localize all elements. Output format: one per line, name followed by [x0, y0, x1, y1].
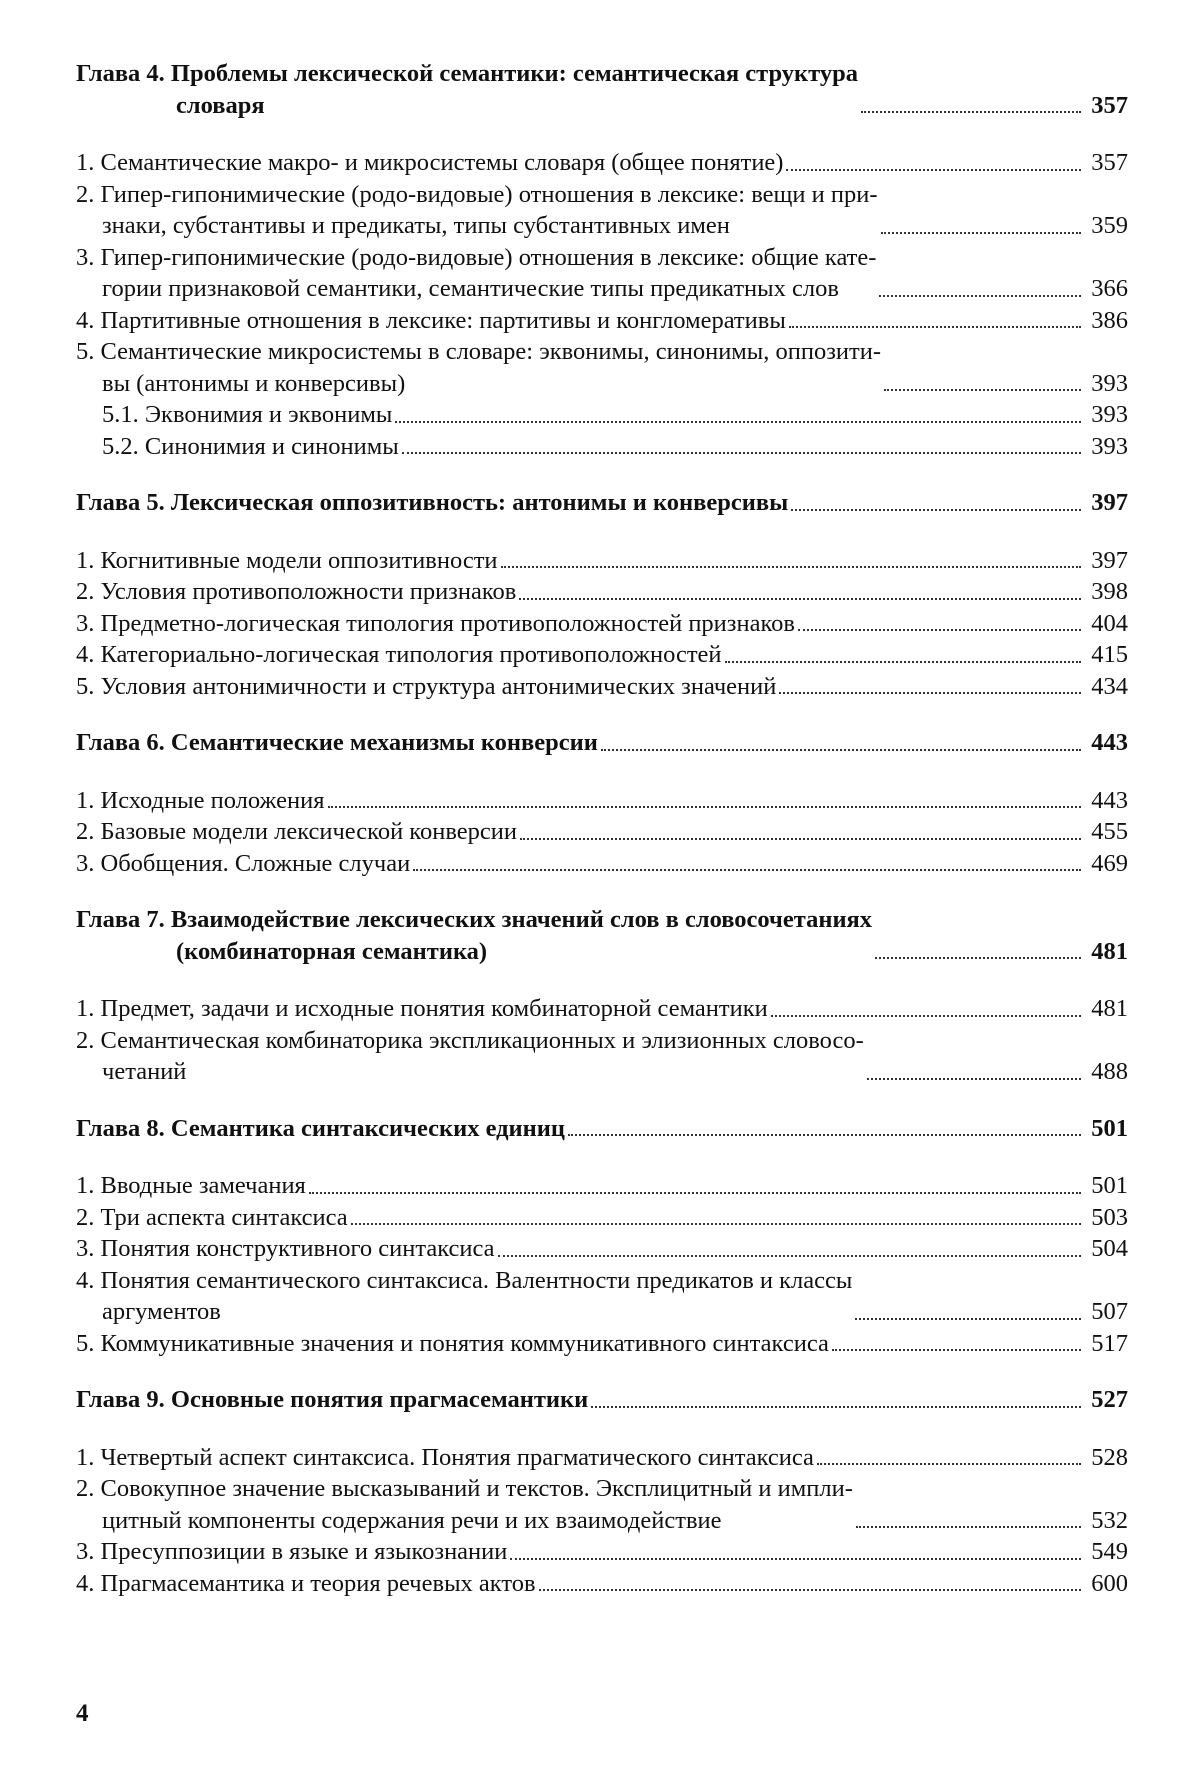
- dot-leader: [402, 452, 1081, 454]
- entry-title: [76, 305, 786, 337]
- entry-page-number: 469: [1091, 849, 1128, 877]
- entry-title-line: 4. Категориально-логическая типология противоположностей: [76, 641, 722, 668]
- dot-leader: [413, 869, 1081, 871]
- chapter-title-line: Глава 5. Лексическая оппозитивность: антонимы и конверсивы: [76, 489, 789, 516]
- entry-title-line: 3. Обобщения. Сложные случаи: [76, 849, 411, 877]
- toc-entry: [76, 1233, 1128, 1265]
- dot-leader: [351, 1223, 1081, 1225]
- entry-title: [76, 1170, 306, 1202]
- entry-title: [76, 242, 876, 305]
- chapter-section: [76, 58, 1128, 462]
- entry-title-continuation: вы (антонимы и конверсивы): [102, 369, 406, 397]
- toc-entry: [76, 576, 1128, 608]
- entry-title-line: 2. Базовые модели лексической конверсии: [76, 818, 517, 845]
- entry-title-line: 5. Семантические микросистемы в словаре: эквонимы, синонимы, оппозити-: [76, 338, 882, 365]
- entry-title-line: 5. Коммуникативные значения и понятия коммуникативного синтаксиса: [76, 1329, 829, 1357]
- entry-title: [76, 785, 325, 817]
- toc-entry: [76, 1473, 1128, 1536]
- toc-entry: [76, 545, 1128, 577]
- toc-entry: [76, 147, 1128, 179]
- chapter-heading-block: [76, 727, 1128, 759]
- entry-title-continuation: знаки, субстантивы и предикаты, типы субстантивных имен: [102, 212, 730, 239]
- entry-title: [102, 431, 399, 463]
- entry-title: [76, 1025, 864, 1088]
- entry-title: [76, 608, 795, 640]
- dot-leader: [875, 957, 1081, 959]
- entry-title: [76, 1202, 348, 1234]
- entry-title: [76, 1233, 495, 1265]
- chapter-section: [76, 1113, 1128, 1360]
- entry-title: [76, 147, 783, 179]
- toc-entry: [76, 608, 1128, 640]
- toc-entry: [76, 993, 1128, 1025]
- entry-title-line: 2. Условия противоположности признаков: [76, 578, 517, 605]
- chapter-page-number: 357: [1091, 91, 1128, 119]
- chapter-title: [76, 1113, 565, 1145]
- toc-entry: [76, 1568, 1128, 1600]
- entry-title-line: 4. Партитивные отношения в лексике: партитивы и конгломеративы: [76, 306, 786, 334]
- entry-title-line: 5. Условия антонимичности и структура антонимических значений: [76, 672, 777, 700]
- chapter-page-number: 501: [1091, 1114, 1128, 1142]
- dot-leader: [881, 232, 1082, 234]
- entry-title: [76, 671, 776, 703]
- chapter-title-line: Глава 7. Взаимодействие лексических значений слов в словосочетаниях: [76, 906, 873, 933]
- toc-entry: [76, 336, 1128, 399]
- entry-page-number: 455: [1091, 818, 1128, 845]
- dot-leader: [520, 838, 1081, 840]
- chapter-heading-block: [76, 1113, 1128, 1145]
- entry-title: [76, 1265, 852, 1328]
- toc-entry: [76, 1265, 1128, 1328]
- toc-entry: [76, 242, 1128, 305]
- chapter-title: [76, 727, 598, 759]
- entry-title-line: 5.2. Синонимия и синонимы: [102, 432, 399, 460]
- chapter-heading-block: [76, 58, 1128, 121]
- dot-leader: [519, 598, 1081, 600]
- dot-leader: [855, 1318, 1081, 1320]
- entry-title-line: 1. Четвертый аспект синтаксиса. Понятия прагматического синтаксиса: [76, 1443, 814, 1471]
- entry-page-number: 393: [1091, 432, 1128, 460]
- entry-title-line: 4. Прагмасемантика и теория речевых актов: [76, 1569, 536, 1597]
- entry-page-number: 517: [1091, 1329, 1128, 1357]
- entry-page-number: 357: [1091, 149, 1128, 176]
- entry-title: [76, 179, 878, 242]
- entry-page-number: 600: [1091, 1569, 1128, 1597]
- chapter-title-line: Глава 8. Семантика синтаксических единиц: [76, 1114, 566, 1142]
- chapter-page-number: 397: [1091, 489, 1128, 516]
- chapter-heading: [76, 58, 1128, 121]
- chapter-page-number: 443: [1091, 729, 1128, 756]
- chapter-heading: [76, 487, 1128, 519]
- dot-leader: [867, 1078, 1081, 1080]
- chapter-heading: [76, 727, 1128, 759]
- entry-title: [76, 848, 410, 880]
- entry-title: [76, 1536, 507, 1568]
- entry-title: [76, 1568, 536, 1600]
- table-of-contents: [76, 58, 1128, 1624]
- toc-entry: [76, 1442, 1128, 1474]
- entry-page-number: 532: [1091, 1506, 1128, 1534]
- entry-title: [76, 1473, 853, 1536]
- entry-page-number: 528: [1091, 1443, 1128, 1471]
- entry-title: [76, 545, 498, 577]
- entry-page-number: 359: [1091, 212, 1128, 239]
- entry-title: [76, 336, 881, 399]
- dot-leader: [601, 749, 1081, 751]
- entry-page-number: 549: [1091, 1538, 1128, 1565]
- entry-title-line: 1. Вводные замечания: [76, 1172, 306, 1199]
- dot-leader: [309, 1192, 1081, 1194]
- toc-entry: [76, 1328, 1128, 1360]
- chapter-title-line: Глава 6. Семантические механизмы конверсии: [76, 729, 598, 756]
- dot-leader: [591, 1406, 1081, 1408]
- chapter-page-number: 527: [1091, 1386, 1128, 1413]
- entry-page-number: 443: [1091, 786, 1128, 814]
- entry-page-number: 488: [1091, 1058, 1128, 1085]
- chapter-title: [76, 487, 788, 519]
- toc-entry: [76, 1025, 1128, 1088]
- chapter-title: [76, 904, 872, 967]
- entry-title-continuation: гории признаковой семантики, семантические типы предикатных слов: [102, 275, 839, 302]
- entry-title-line: 2. Три аспекта синтаксиса: [76, 1203, 348, 1231]
- dot-leader: [725, 661, 1081, 663]
- chapter-heading-block: [76, 1384, 1128, 1416]
- dot-leader: [498, 1255, 1081, 1257]
- dot-leader: [884, 389, 1081, 391]
- entry-title: [76, 816, 517, 848]
- entry-title-line: 1. Исходные положения: [76, 786, 325, 814]
- chapter-heading: [76, 1113, 1128, 1145]
- entry-page-number: 393: [1091, 401, 1128, 428]
- entry-page-number: 404: [1091, 609, 1128, 637]
- entry-page-number: 366: [1091, 275, 1128, 302]
- toc-entry: [76, 431, 1128, 463]
- entry-title-continuation: аргументов: [102, 1298, 221, 1325]
- entry-title-continuation: четаний: [102, 1058, 187, 1085]
- entry-title-line: 5.1. Эквонимия и эквонимы: [102, 401, 393, 428]
- dot-leader: [798, 629, 1081, 631]
- page-number: 4: [76, 1700, 89, 1727]
- toc-entry: [76, 639, 1128, 671]
- chapter-heading: [76, 1384, 1128, 1416]
- chapter-title-continuation: (комбинаторная семантика): [176, 937, 488, 965]
- entry-page-number: 507: [1091, 1298, 1128, 1325]
- entry-title-line: 2. Гипер-гипонимические (родо-видовые) отношения в лексике: вещи и при-: [76, 180, 878, 208]
- toc-entry: [76, 848, 1128, 880]
- entry-page-number: 398: [1091, 578, 1128, 605]
- entry-title-line: 4. Понятия семантического синтаксиса. Валентности предикатов и классы: [76, 1266, 853, 1294]
- entry-title-line: 3. Понятия конструктивного синтаксиса: [76, 1235, 495, 1262]
- chapter-heading: [76, 904, 1128, 967]
- chapter-title-line: Глава 9. Основные понятия прагмасемантики: [76, 1386, 589, 1413]
- entry-title: [76, 639, 722, 671]
- entry-title-line: 3. Предметно-логическая типология противоположностей признаков: [76, 609, 795, 637]
- chapter-title-continuation: словаря: [176, 91, 265, 119]
- entry-page-number: 393: [1091, 369, 1128, 397]
- entry-page-number: 386: [1091, 306, 1128, 334]
- entry-title-line: 1. Когнитивные модели оппозитивности: [76, 546, 498, 574]
- dot-leader: [771, 1015, 1081, 1017]
- entry-title: [76, 1328, 829, 1360]
- chapter-title-line: Глава 4. Проблемы лексической семантики: семантическая структура: [76, 60, 858, 87]
- toc-entry: [76, 785, 1128, 817]
- entry-title: [102, 399, 392, 431]
- toc-entry: [76, 399, 1128, 431]
- entry-page-number: 434: [1091, 672, 1128, 700]
- dot-leader: [328, 806, 1081, 808]
- chapter-section: [76, 1384, 1128, 1599]
- entry-title-line: 2. Совокупное значение высказываний и текстов. Эксплицитный и импли-: [76, 1475, 853, 1502]
- dot-leader: [510, 1558, 1081, 1560]
- chapter-section: [76, 727, 1128, 879]
- chapter-section: [76, 487, 1128, 702]
- dot-leader: [879, 295, 1081, 297]
- dot-leader: [789, 326, 1081, 328]
- toc-entry: [76, 1202, 1128, 1234]
- dot-leader: [832, 1349, 1081, 1351]
- dot-leader: [539, 1589, 1081, 1591]
- entry-page-number: 415: [1091, 641, 1128, 668]
- entry-title: [76, 576, 516, 608]
- entry-page-number: 503: [1091, 1203, 1128, 1231]
- entry-page-number: 397: [1091, 546, 1128, 574]
- dot-leader: [501, 566, 1081, 568]
- dot-leader: [861, 111, 1081, 113]
- dot-leader: [395, 421, 1081, 423]
- toc-entry: [76, 179, 1128, 242]
- dot-leader: [786, 169, 1081, 171]
- entry-title-line: 1. Семантические макро- и микросистемы словаря (общее понятие): [76, 149, 784, 176]
- chapter-title: [76, 58, 858, 121]
- dot-leader: [568, 1134, 1081, 1136]
- entry-page-number: 481: [1091, 995, 1128, 1022]
- chapter-heading-block: [76, 904, 1128, 967]
- entry-title-continuation: цитный компоненты содержания речи и их взаимодействие: [102, 1506, 722, 1534]
- toc-entry: [76, 671, 1128, 703]
- chapter-title: [76, 1384, 588, 1416]
- chapter-page-number: 481: [1091, 937, 1128, 965]
- dot-leader: [856, 1526, 1081, 1528]
- toc-entry: [76, 816, 1128, 848]
- entry-title-line: 2. Семантическая комбинаторика экспликационных и элизионных словосо-: [76, 1026, 864, 1054]
- toc-entry: [76, 1170, 1128, 1202]
- entry-title-line: 1. Предмет, задачи и исходные понятия комбинаторной семантики: [76, 995, 768, 1022]
- entry-page-number: 501: [1091, 1172, 1128, 1199]
- dot-leader: [817, 1463, 1081, 1465]
- entry-title: [76, 993, 768, 1025]
- entry-title: [76, 1442, 814, 1474]
- toc-entry: [76, 1536, 1128, 1568]
- chapter-heading-block: [76, 487, 1128, 519]
- entry-page-number: 504: [1091, 1235, 1128, 1262]
- entry-title-line: 3. Гипер-гипонимические (родо-видовые) отношения в лексике: общие кате-: [76, 243, 877, 271]
- entry-title-line: 3. Пресуппозиции в языке и языкознании: [76, 1538, 508, 1565]
- dot-leader: [779, 692, 1081, 694]
- dot-leader: [791, 509, 1081, 511]
- chapter-section: [76, 904, 1128, 1088]
- toc-entry: [76, 305, 1128, 337]
